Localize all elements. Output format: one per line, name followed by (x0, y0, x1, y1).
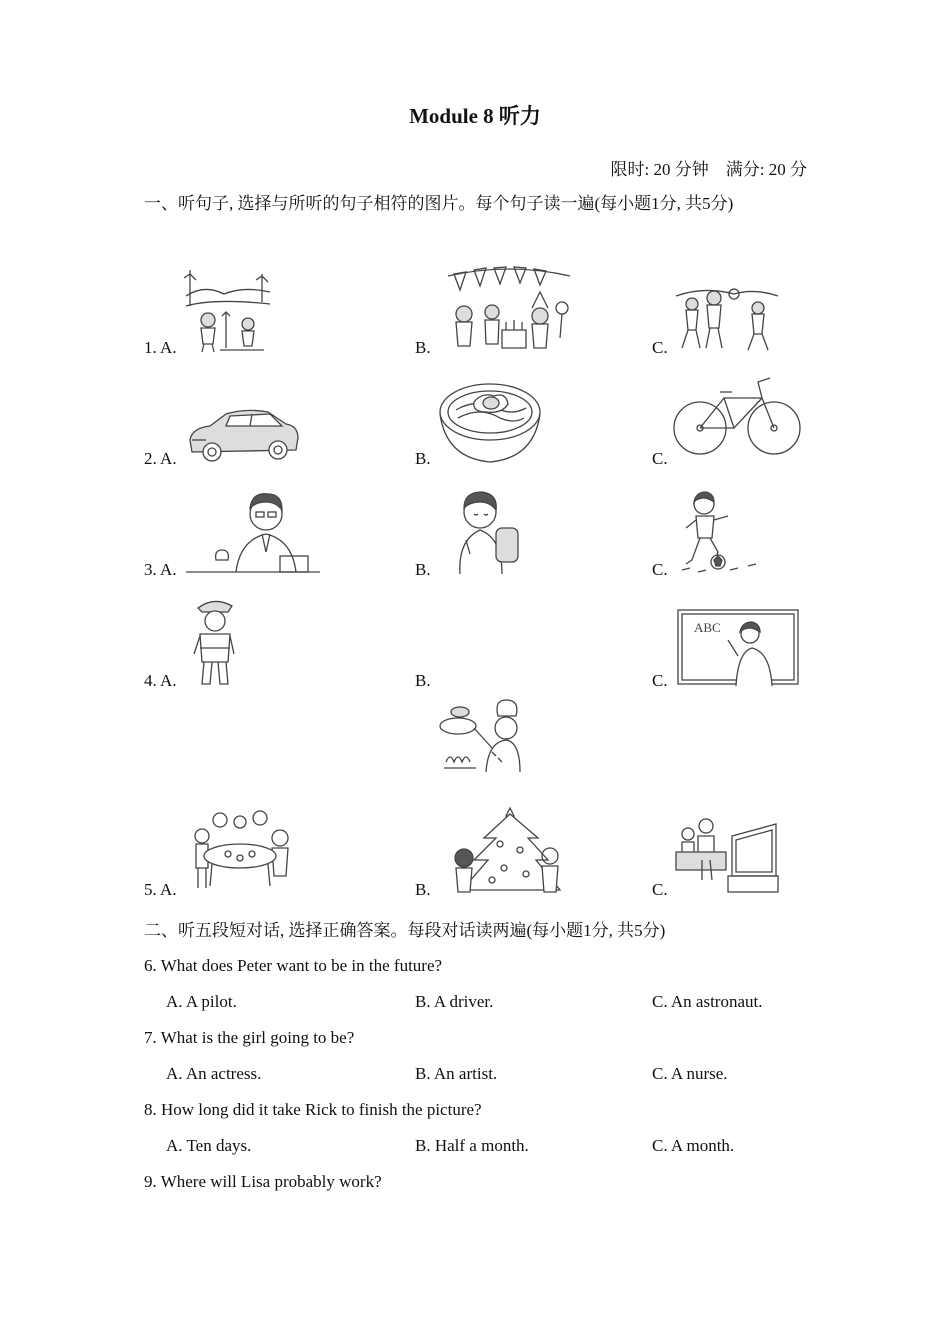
row3-c-label: C. (652, 560, 668, 579)
row5-c-label: C. (652, 880, 668, 899)
row5-b-label: B. (415, 880, 431, 899)
part1-instruction: 一、听句子, 选择与所听的句子相符的图片。每个句子读一遍(每小题1分, 共5分) (144, 194, 734, 213)
q7-option-b: B. An artist. (415, 1064, 498, 1083)
man-at-desk-illustration (186, 490, 322, 576)
q8-option-a: A. Ten days. (166, 1136, 252, 1155)
chef-cooking-illustration (436, 696, 522, 776)
full-score: 满分: 20 分 (725, 160, 807, 179)
part2-instruction: 二、听五段短对话, 选择正确答案。每段对话读两遍(每小题1分, 共5分) (144, 921, 666, 940)
boy-with-backpack-illustration (446, 488, 524, 576)
noodle-bowl-illustration (436, 378, 544, 466)
question-8: 8. How long did it take Rick to finish the picture? (144, 1100, 482, 1119)
row3-b-label: B. (415, 560, 431, 579)
row2-b-label: B. (415, 449, 431, 468)
boy-playing-football-illustration (678, 490, 762, 576)
row5-a-label: 5. A. (144, 880, 177, 899)
question-7: 7. What is the girl going to be? (144, 1028, 355, 1047)
planting-trees-illustration (184, 266, 272, 354)
q8-option-b: B. Half a month. (415, 1136, 529, 1155)
question-6: 6. What does Peter want to be in the future? (144, 956, 443, 975)
row4-b-label: B. (415, 671, 431, 690)
police-officer-illustration (190, 596, 238, 688)
q8-option-c: C. A month. (652, 1136, 735, 1155)
kids-playing-illustration (674, 282, 780, 354)
row4-a-label: 4. A. (144, 671, 177, 690)
birthday-party-illustration (444, 264, 574, 354)
car-illustration (186, 406, 302, 464)
row2-a-label: 2. A. (144, 449, 177, 468)
chalkboard-text: ABC (694, 620, 721, 635)
watching-tv-illustration (672, 810, 780, 896)
family-dinner-illustration (188, 808, 296, 890)
q7-option-c: C. A nurse. (652, 1064, 728, 1083)
row4-c-label: C. (652, 671, 668, 690)
q7-option-a: A. An actress. (166, 1064, 262, 1083)
christmas-tree-illustration (444, 804, 578, 896)
q6-option-b: B. A driver. (415, 992, 494, 1011)
question-9: 9. Where will Lisa probably work? (144, 1172, 382, 1191)
row1-b-label: B. (415, 338, 431, 357)
row3-a-label: 3. A. (144, 560, 177, 579)
row1-a-label: 1. A. (144, 338, 177, 357)
q6-option-c: C. An astronaut. (652, 992, 763, 1011)
time-info (611, 155, 807, 180)
q6-option-a: A. A pilot. (166, 992, 237, 1011)
page-title: Module 8 听力 (409, 104, 541, 128)
bicycle-illustration (672, 376, 802, 458)
row2-c-label: C. (652, 449, 668, 468)
row1-c-label: C. (652, 338, 668, 357)
time-limit: 限时: 20 分钟 (610, 160, 709, 179)
teacher-chalkboard-illustration (676, 608, 800, 688)
